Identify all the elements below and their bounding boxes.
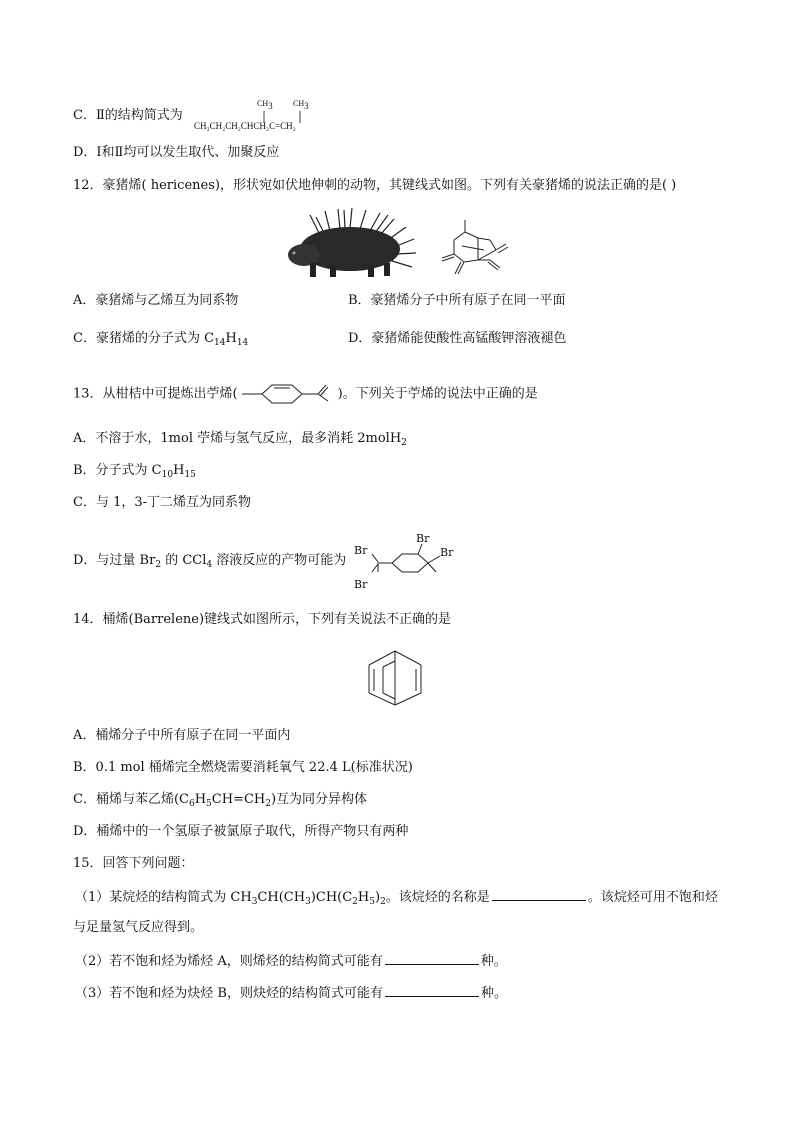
- q11-main-chain: CH₃CH₂CH₂CHCH₂C=CH₂: [194, 121, 296, 131]
- q13-stem: 13．从柑桔中可提炼出苧烯( )。下列关于苧烯的说法中正确的是: [73, 383, 538, 405]
- q12-stem: 12．豪猪烯( hericenes)，形状宛如伏地伸刺的动物，其键线式如图。下列有关豪猪烯的说法正确的是( ): [73, 178, 677, 193]
- q11-formula: [194, 99, 344, 135]
- q13-option-d: D．与过量 $Br_2$ 的 CCl$_4$ 溶液反应的产物可能为: [73, 553, 347, 570]
- q14-option-d: D．桶烯中的一个氢原子被氯原子取代，所得产物只有两种: [73, 824, 409, 839]
- q11-option-c: C．Ⅱ的结构简式为: [73, 108, 183, 123]
- q13-option-a: A．不溶于水，1mol 苧烯与氢气反应，最多消耗 2molH$_2$: [73, 431, 407, 448]
- q15-answer-blank-2[interactable]: [385, 951, 479, 965]
- br-label-2: Br: [354, 578, 368, 591]
- q13-option-b: B．分子式为 $C_{10}H_{15}$: [73, 463, 196, 480]
- br-label-1: Br: [354, 544, 368, 557]
- q15-stem: 15．回答下列问题：: [73, 856, 194, 871]
- q15-part1: （1）某烷烃的结构简式为 $CH_3CH(CH_3)CH(C_2H_5)_2$。该烷烃的名称是 。该烷烃可用不饱和烃: [75, 887, 718, 911]
- q13-option-c: C．与 1，3-丁二烯互为同系物: [73, 495, 252, 510]
- hericene-structure: [432, 210, 514, 280]
- q14-option-a: A．桶烯分子中所有原子在同一平面内: [73, 728, 291, 743]
- q12-option-b: B．豪猪烯分子中所有原子在同一平面: [348, 293, 566, 308]
- q15-part1-cont: 与足量氢气反应得到。: [73, 920, 204, 935]
- tetrabromo-product: [352, 532, 462, 592]
- q15-answer-blank-3[interactable]: [385, 983, 479, 997]
- q12-option-c: C．豪猪烯的分子式为 $C_{14}H_{14}$: [73, 331, 249, 348]
- q12-option-a: A．豪猪烯与乙烯互为同系物: [73, 293, 239, 308]
- br-label-3: Br: [416, 532, 430, 545]
- limonene-structure: [238, 383, 338, 405]
- q11-option-d: D．Ⅰ和Ⅱ均可以发生取代、加聚反应: [73, 145, 280, 160]
- q15-answer-blank-1[interactable]: [492, 887, 586, 901]
- q15-part2: （2）若不饱和烃为烯烃 A，则烯烃的结构简式可能有 种。: [75, 951, 507, 971]
- q14-option-c: C．桶烯与苯乙烯$(C_6H_5CH=CH_2)$互为同分异构体: [73, 792, 368, 809]
- q14-stem: 14．桶烯(Barrelene)键线式如图所示，下列有关说法不正确的是: [73, 612, 452, 627]
- q14-option-b: B．0.1 mol 桶烯完全燃烧需要消耗氧气 22.4 L(标准状况): [73, 760, 413, 775]
- porcupine-image: [280, 207, 420, 282]
- br-label-4: Br: [440, 546, 454, 559]
- q15-part3: （3）若不饱和烃为炔烃 B，则炔烃的结构简式可能有 种。: [75, 983, 507, 1003]
- q11-ch3-top-1: $CH_3$: [257, 99, 273, 111]
- q12-option-d: D．豪猪烯能使酸性高锰酸钾溶液褪色: [348, 331, 567, 346]
- barrelene-structure: [365, 647, 425, 707]
- q11-ch3-top-2: $CH_3$: [293, 99, 309, 111]
